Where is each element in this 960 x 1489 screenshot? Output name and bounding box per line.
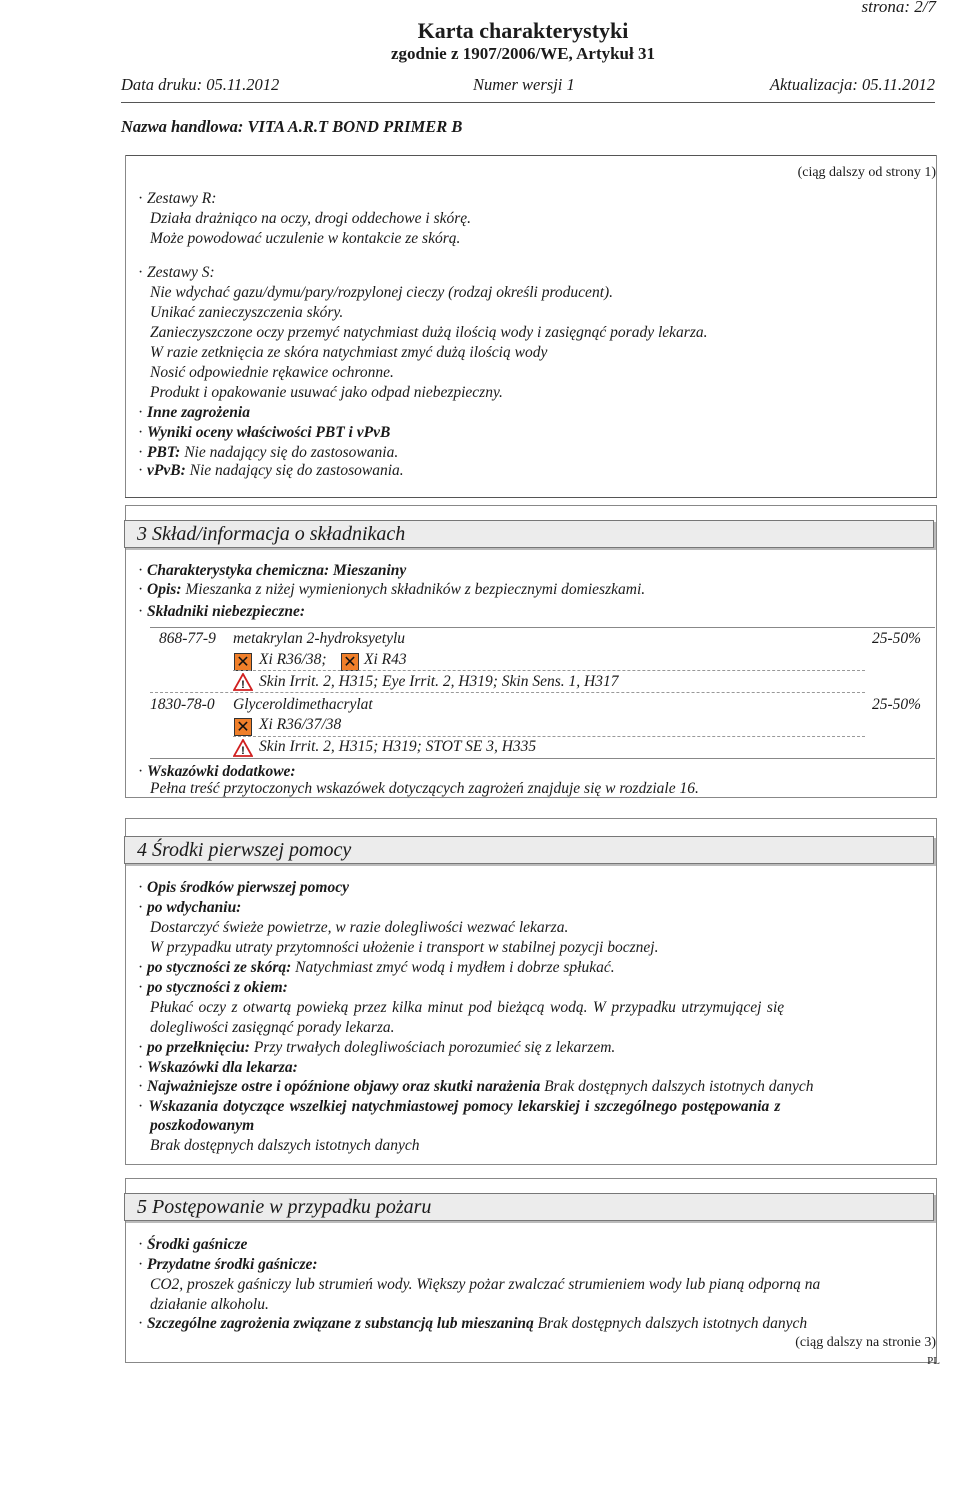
pbt-assessment-title: · Wyniki oceny właściwości PBT i vPvB [138, 424, 391, 441]
symptoms-line: · Najważniejsze ostre i opóźnione objawy oraz skutki narażenia Brak dostępnych dalszych istotnych danych [138, 1078, 814, 1095]
xi-irritant-icon: ✕ [234, 653, 252, 671]
component-name: metakrylan 2-hydroksyetylu [233, 630, 406, 647]
eye-contact-line: Płukać oczy z otwartą powieką przez kilka minut pod bieżącą wodą. W przypadku utrzymującej się [150, 999, 785, 1016]
eye-contact-line: dolegliwości zasięgnąć porady lekarza. [150, 1019, 395, 1036]
clp-classification: Skin Irrit. 2, H315; H319; STOT SE 3, H335 [259, 738, 537, 755]
extinguishing-media-title: · Środki gaśnicze [138, 1236, 248, 1253]
s-phrase-line: W razie zetknięcia ze skóra natychmiast zmyć dużą ilością wody [150, 344, 548, 361]
suitable-media-title: · Przydatne środki gaśnicze: [138, 1256, 318, 1273]
skin-contact-line: · po styczności ze skórą: Natychmiast zmyć wodą i mydłem i dobrze spłukać. [138, 959, 615, 976]
document-title: Karta charakterystyki [417, 18, 629, 43]
header-divider [121, 102, 935, 103]
special-hazards-line: · Szczególne zagrożenia związane z substancją lub mieszaniną Brak dostępnych dalszych istotnych danych [138, 1315, 808, 1332]
cas-number: 868-77-9 [159, 630, 216, 647]
xi-irritant-icon: ✕ [341, 653, 359, 671]
pbt-line: · PBT: Nie nadający się do zastosowania. [138, 444, 399, 461]
treatment-value: Brak dostępnych dalszych istotnych danych [150, 1137, 420, 1154]
section3-heading: 3 Skład/informacja o składnikach [124, 520, 934, 548]
first-aid-desc-title: · Opis środków pierwszej pomocy [138, 879, 349, 896]
svg-text:!: ! [241, 745, 245, 757]
continued-to: (ciąg dalszy na stronie 3) [795, 1335, 936, 1350]
additional-info-title: · Wskazówki dodatkowe: [138, 763, 296, 780]
concentration: 25-50% [872, 696, 922, 713]
row-divider [233, 670, 865, 671]
ingestion-line: · po przełknięciu: Przy trwałych dolegliwościach porozumieć się z lekarzem. [138, 1039, 616, 1056]
description-line: · Opis: Mieszanka z niżej wymienionych składników z bezpiecznymi domieszkami. [138, 581, 646, 598]
s-phrase-line: Produkt i opakowanie usuwać jako odpad niebezpieczny. [150, 384, 503, 401]
components-table-bottom [150, 758, 935, 759]
concentration: 25-50% [872, 630, 922, 647]
s-phrase-line: Nosić odpowiednie rękawice ochronne. [150, 364, 394, 381]
dangerous-components-title: · Składniki niebezpieczne: [138, 603, 306, 620]
language-code: PL [927, 1355, 940, 1367]
section4-heading: 4 Środki pierwszej pomocy [124, 836, 934, 864]
continued-from: (ciąg dalszy od strony 1) [797, 165, 936, 180]
s-phrase-line: Unikać zanieczyszczenia skóry. [150, 304, 344, 321]
suitable-media-line: działanie alkoholu. [150, 1296, 269, 1313]
component-name: Glyceroldimethacrylat [233, 696, 373, 713]
clp-classification: Skin Irrit. 2, H315; Eye Irrit. 2, H319; Skin Sens. 1, H317 [259, 673, 619, 690]
s-phrase-line: Nie wdychać gazu/dymu/pary/rozpylonej cieczy (rodzaj określi producent). [150, 284, 614, 301]
section5-heading: 5 Postępowanie w przypadku pożaru [124, 1193, 934, 1221]
print-date: Data druku: 05.11.2012 [121, 75, 280, 94]
trade-name: Nazwa handlowa: VITA A.R.T BOND PRIMER B [121, 117, 463, 136]
version-number: Numer wersji 1 [473, 75, 575, 94]
suitable-media-line: CO2, proszek gaśniczy lub strumień wody. Większy pożar zwalczać strumieniem wody lub pianą odporną na [150, 1276, 821, 1293]
page-number: strona: 2/7 [861, 0, 936, 16]
xi-irritant-icon: ✕ [234, 718, 252, 736]
s-phrase-line: Zanieczyszczone oczy przemyć natychmiast dużą ilością wody i zasięgnąć porady lekarza. [150, 324, 708, 341]
row-divider [233, 736, 865, 737]
chem-char-line: · Charakterystyka chemiczna: Mieszaniny [138, 562, 407, 579]
box-bottom [125, 497, 937, 498]
svg-text:!: ! [241, 679, 245, 691]
treatment-title-cont: poszkodowanym [150, 1117, 255, 1134]
treatment-title: · Wskazania dotyczące wszelkiej natychmiastowej pomocy lekarskiej i szczególnego postępowania z [138, 1098, 781, 1115]
eye-contact-title: · po styczności z okiem: [138, 979, 288, 996]
other-hazards-title: · Inne zagrożenia [138, 404, 250, 421]
s-phrases-title: · Zestawy S: [138, 264, 215, 281]
r-classification: Xi R36/38; [259, 651, 327, 668]
update-date: Aktualizacja: 05.11.2012 [769, 75, 935, 94]
vpvb-line: · vPvB: Nie nadający się do zastosowania. [138, 462, 404, 479]
exclamation-warning-icon [233, 739, 253, 757]
inhalation-line: Dostarczyć świeże powietrze, w razie dolegliwości wezwać lekarza. [150, 919, 569, 936]
r-phrase-line: Może powodować uczulenie w kontakcie ze skórą. [150, 230, 461, 247]
doctor-info-title: · Wskazówki dla lekarza: [138, 1059, 298, 1076]
cas-number: 1830-78-0 [150, 696, 215, 713]
row-divider [150, 692, 865, 693]
r-phrases-title: · Zestawy R: [138, 190, 217, 207]
document-subtitle: zgodnie z 1907/2006/WE, Artykuł 31 [391, 44, 655, 63]
r-classification: Xi R43 [364, 651, 407, 668]
r-phrase-line: Działa drażniąco na oczy, drogi oddechowe i skórę. [150, 210, 472, 227]
exclamation-warning-icon [233, 673, 253, 691]
components-table-top [150, 627, 935, 628]
additional-info-text: Pełna treść przytoczonych wskazówek dotyczących zagrożeń znajduje się w rozdziale 16. [150, 780, 699, 797]
inhalation-line: W przypadku utraty przytomności ułożenie i transport w stabilnej pozycji bocznej. [150, 939, 659, 956]
r-classification: Xi R36/37/38 [259, 716, 342, 733]
inhalation-title: · po wdychaniu: [138, 899, 242, 916]
